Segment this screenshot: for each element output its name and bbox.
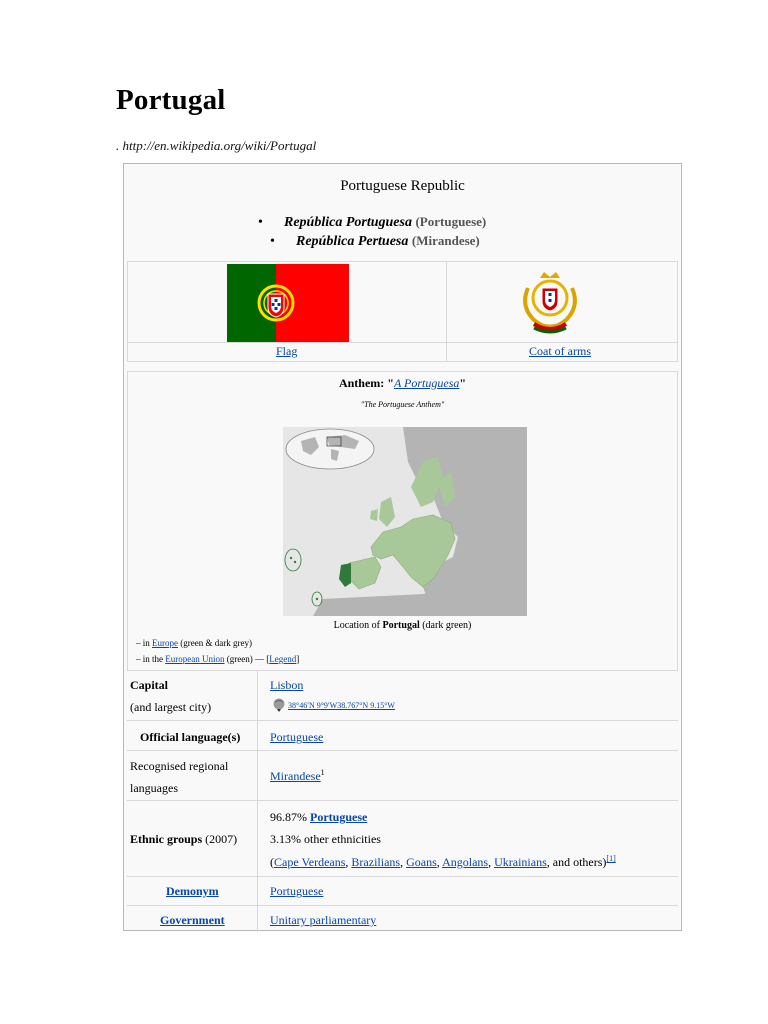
- portuguese-people-link[interactable]: Portuguese: [310, 810, 368, 824]
- bullet-icon: •: [258, 215, 263, 230]
- note-europe: – in Europe (green & dark grey): [136, 638, 252, 648]
- ethnic-line-1: 96.87% Portuguese: [270, 810, 368, 824]
- coordinates-link[interactable]: 38°46′N 9°9′W38.767°N 9.15°W: [288, 701, 395, 710]
- anthem-link[interactable]: A Portuguesa: [393, 376, 460, 390]
- official-language-link[interactable]: Portuguese: [270, 730, 324, 744]
- footnote-marker: 1: [320, 768, 325, 777]
- ethnic-line-2: 3.13% other ethnicities: [270, 832, 381, 846]
- capital-sublabel: (and largest city): [130, 700, 212, 714]
- location-map[interactable]: [283, 427, 527, 616]
- official-language-label: Official language(s): [140, 730, 241, 744]
- goans-link[interactable]: Goans: [406, 855, 437, 869]
- portugal-flag-image[interactable]: [227, 264, 349, 342]
- infobox: [123, 163, 682, 931]
- regional-language-label-line2: languages: [130, 781, 178, 795]
- capital-link[interactable]: Lisbon: [270, 678, 304, 692]
- coat-of-arms-image[interactable]: [520, 268, 580, 334]
- flag-link[interactable]: Flag: [276, 344, 298, 358]
- europe-link[interactable]: Europe: [152, 638, 179, 648]
- infobox-header: Portuguese Republic: [340, 178, 465, 194]
- anthem-translation: "The Portuguese Anthem": [360, 400, 445, 409]
- native-name-mwl: República Pertuesa (Mirandese): [296, 233, 480, 249]
- bullet-icon: •: [270, 234, 275, 249]
- ethnic-line-3: (Cape Verdeans, Brazilians, Goans, Angolans, Ukrainians, and others)[1]: [270, 854, 616, 869]
- anthem-label: Anthem:: [338, 376, 385, 390]
- regional-language-value: [270, 768, 325, 784]
- globe-icon[interactable]: [270, 698, 288, 712]
- brazilians-link[interactable]: Brazilians: [351, 855, 401, 869]
- ethnic-groups-label: Ethnic groups (2007): [130, 832, 238, 846]
- european-union-link[interactable]: European Union: [165, 654, 225, 664]
- ukrainians-link[interactable]: Ukrainians: [494, 855, 547, 869]
- government-link[interactable]: Unitary parliamentary: [270, 913, 377, 927]
- angolans-link[interactable]: Angolans: [442, 855, 489, 869]
- demonym-link[interactable]: Portuguese: [270, 884, 324, 898]
- source-url[interactable]: . http://en.wikipedia.org/wiki/Portugal: [116, 138, 317, 153]
- note-eu: – in the European Union (green) — [Legend]: [136, 654, 300, 664]
- demonym-label-link[interactable]: Demonym: [166, 884, 219, 898]
- native-name-pt: República Portuguesa (Portuguese): [284, 214, 487, 230]
- mirandese-link[interactable]: Mirandese: [270, 769, 321, 783]
- regional-language-label-line1: Recognised regional: [130, 759, 229, 773]
- government-label-link[interactable]: Government: [160, 913, 225, 927]
- legend-link[interactable]: Legend: [269, 654, 297, 664]
- footnote-1-link[interactable]: [1]: [606, 854, 616, 863]
- location-caption: Location of Portugal (dark green): [333, 620, 472, 631]
- cape-verdeans-link[interactable]: Cape Verdeans: [274, 855, 346, 869]
- coat-of-arms-link[interactable]: Coat of arms: [529, 344, 591, 358]
- page-title: Portugal: [116, 84, 226, 116]
- capital-coords: [270, 697, 395, 712]
- capital-label: Capital: [130, 678, 169, 692]
- anthem-line: Anthem: "A Portuguesa": [338, 376, 467, 390]
